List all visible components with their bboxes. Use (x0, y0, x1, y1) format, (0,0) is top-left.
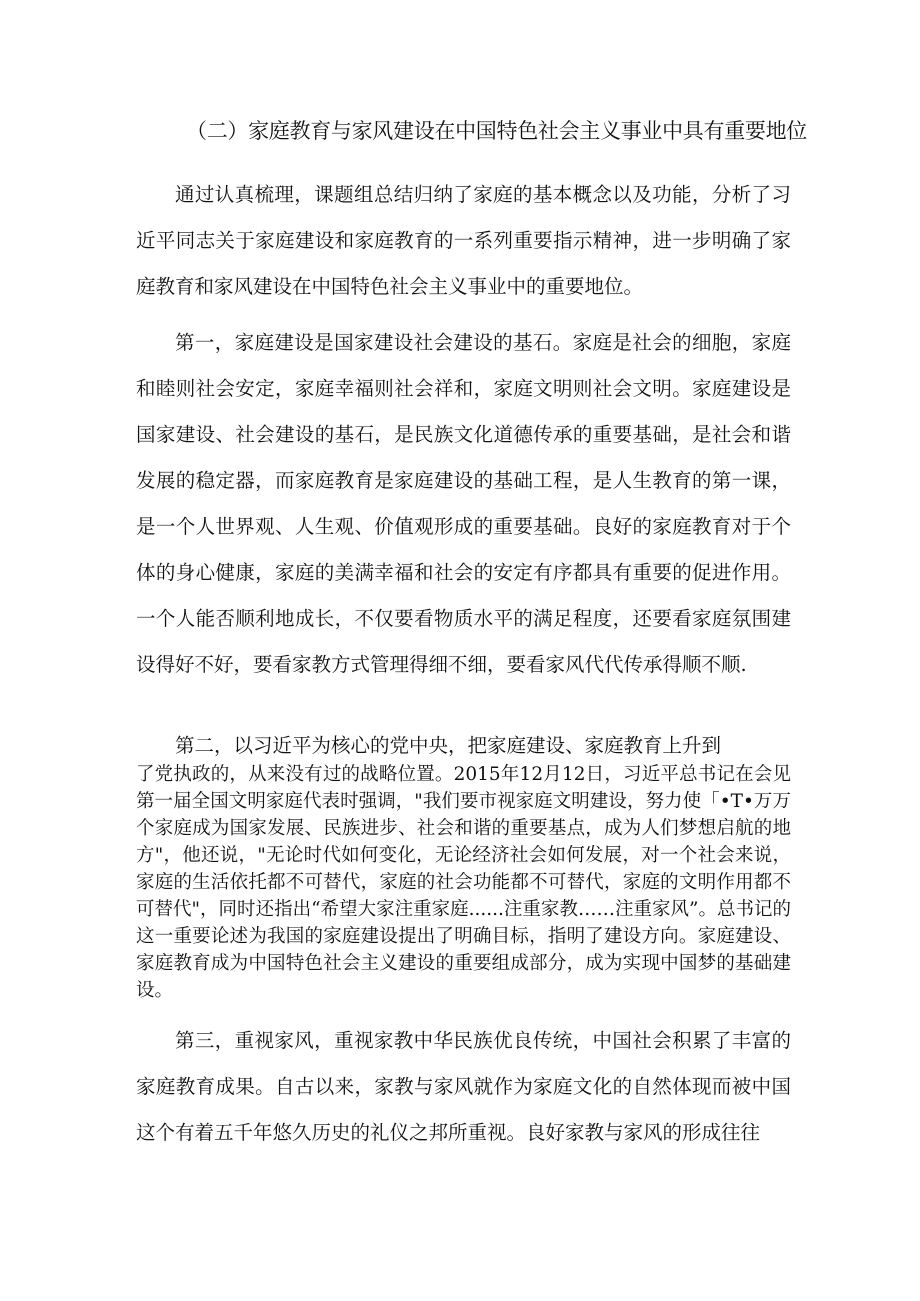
section-heading: （二）家庭教育与家风建设在中国特色社会主义事业中具有重要地位 (186, 119, 807, 143)
paragraph-second-point-body: 了党执政的，从来没有过的战略位置。2015年12月12日，习近平总书记在会见第一届全国文明家庭代表时强调，"我们要市视家庭文明建设，努力使「•T•万万个家庭成为国家发展、民族进步、社会和谐的重要基点，成为人们梦想启航的地方"，他还说，"无论时代如何变化，无论经济社会如何发展，对一个社会来说，家庭的生活依托都不可替代，家庭的社会功能都不可替代，家庭的文明作用都不可替代"，同时还指出“希望大家注重家庭......注重家教……注重家风”。总书记的这一重要论述为我国的家庭建设提出了明确目标，指明了建设方向。家庭建设、家庭教育成为中国特色社会主义建设的重要组成部分，成为实现中国梦的基础建设。 (136, 764, 791, 1001)
paragraph-first-point: 第一，家庭建设是国家建设社会建设的基石。家庭是社会的细胞，家庭和睦则社会安定，家庭幸福则社会祥和，家庭文明则社会文明。家庭建设是国家建设、社会建设的基石，是民族文化道德传承的重要基础，是社会和谐发展的稳定器，而家庭教育是家庭建设的基础工程，是人生教育的第一课，是一个人世界观、人生观、价值观形成的重要基础。良好的家庭教育对于个体的身心健康，家庭的美满幸福和社会的安定有序都具有重要的促进作用。一个人能否顺利地成长，不仅要看物质水平的满足程度，还要看家庭氛围建设得好不好，要看家教方式管理得细不细，要看家风代代传承得顺不顺. (136, 331, 791, 676)
paragraph-third-point: 第三，重视家风，重视家教中华民族优良传统，中国社会积累了丰富的家庭教育成果。自古以来，家教与家风就作为家庭文化的自然体现而被中国这个有着五千年悠久历史的礼仪之邦所重视。良好家教与家风的形成往往 (136, 1029, 791, 1144)
paragraph-intro: 通过认真梳理，课题组总结归纳了家庭的基本概念以及功能，分析了习近平同志关于家庭建设和家庭教育的一系列重要指示精神，进一步明确了家庭教育和家风建设在中国特色社会主义事业中的重要地位。 (136, 183, 791, 298)
paragraph-second-point-lead: 第二，以习近平为核心的党中央，把家庭建设、家庭教育上升到 (175, 734, 722, 757)
